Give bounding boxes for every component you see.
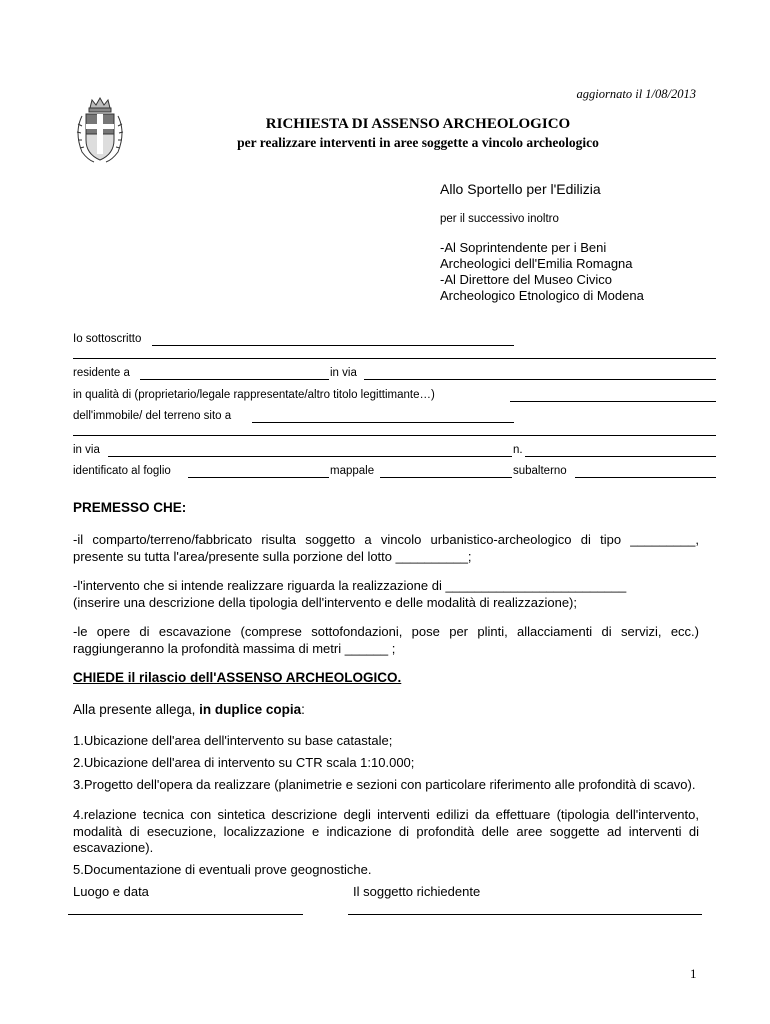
foglio-field[interactable]: [188, 477, 329, 478]
in-via-field[interactable]: [364, 379, 716, 380]
addressee-line: -Al Soprintendente per i Beni: [440, 240, 607, 255]
immobile-field-continued[interactable]: [73, 435, 716, 436]
qualita-label: in qualità di (proprietario/legale rappresentate/altro titolo legittimante…): [73, 389, 435, 401]
qualita-field[interactable]: [510, 401, 716, 402]
luogo-data-field[interactable]: [68, 914, 303, 915]
residente-field[interactable]: [140, 379, 329, 380]
premesso-paragraph-2: [73, 578, 723, 611]
residente-label: residente a: [73, 367, 130, 379]
page-number: 1: [690, 966, 697, 981]
page-subtitle: per realizzare interventi in aree soggette a vincolo archeologico: [237, 135, 599, 150]
addressee-main: Allo Sportello per l'Edilizia: [440, 181, 601, 197]
allega-item-1: 1.Ubicazione dell'area dell'intervento su base catastale;: [73, 733, 393, 748]
premesso-paragraph-1: -il comparto/terreno/fabbricato risulta soggetto a vincolo urbanistico-archeologico di tipo _________, presente su tutta l'area/presente sulla porzione del lotto __________;: [73, 532, 699, 564]
subalterno-field[interactable]: [575, 477, 716, 478]
addressee-forward-note: per il successivo inoltro: [440, 213, 559, 225]
allega-item-5: 5.Documentazione di eventuali prove geognostiche.: [73, 862, 372, 877]
subalterno-label: subalterno: [513, 465, 567, 477]
sottoscritto-field-continued[interactable]: [73, 358, 716, 359]
addressee-line: -Al Direttore del Museo Civico: [440, 272, 612, 287]
mappale-label: mappale: [330, 465, 375, 477]
addressee-recipients: [440, 240, 644, 304]
allega-intro-bold: in duplice copia: [199, 702, 302, 717]
page-title: RICHIESTA DI ASSENSO ARCHEOLOGICO: [265, 116, 571, 132]
mappale-field[interactable]: [380, 477, 512, 478]
foglio-label: identificato al foglio: [73, 465, 171, 477]
in-via-2-label: in via: [73, 444, 100, 456]
allega-intro-end: :: [301, 702, 305, 717]
soggetto-label: Il soggetto richiedente: [353, 884, 481, 899]
addressee-line: Archeologici dell'Emilia Romagna: [440, 256, 633, 271]
in-via-2-field[interactable]: [108, 456, 512, 457]
luogo-data-label: Luogo e data: [73, 884, 149, 899]
premesso-paragraph-2-line-2: (inserire una descrizione della tipologia dell'intervento e delle modalità di realizzazione);: [73, 594, 577, 610]
sottoscritto-field[interactable]: [152, 345, 514, 346]
signature-field[interactable]: [348, 914, 702, 915]
allega-item-4: 4.relazione tecnica con sintetica descrizione degli interventi edilizi da effettuare (tipologia dell'intervento, modalità di esecuzione, localizzazione e indicazione di profondità delle aree soggette ad interventi di escavazione).: [73, 807, 699, 855]
in-via-label: in via: [330, 367, 357, 379]
addressee-line: Archeologico Etnologico di Modena: [440, 288, 644, 303]
premesso-paragraph-2-line-1: -l'intervento che si intende realizzare riguarda la realizzazione di _________________________: [73, 578, 627, 593]
numero-field[interactable]: [525, 456, 716, 457]
numero-label: n.: [513, 444, 523, 456]
immobile-label: dell'immobile/ del terreno sito a: [73, 410, 232, 422]
allega-item-3: 3.Progetto dell'opera da realizzare (planimetrie e sezioni con particolare riferimento alle profondità di scavo).: [73, 777, 696, 792]
premesso-paragraph-3: -le opere di escavazione (comprese sottofondazioni, pose per plinti, allacciamenti di servizi, ecc.) raggiungeranno la profondità massima di metri ______ ;: [73, 624, 699, 656]
allega-intro-text: Alla presente allega,: [73, 702, 200, 717]
allega-item-2: 2.Ubicazione dell'area di intervento su CTR scala 1:10.000;: [73, 755, 415, 770]
sottoscritto-label: Io sottoscritto: [73, 333, 142, 345]
allega-intro: [73, 702, 305, 717]
immobile-field[interactable]: [252, 422, 514, 423]
premesso-heading: PREMESSO CHE:: [73, 500, 187, 515]
updated-date: aggiornato il 1/08/2013: [576, 87, 696, 101]
chiede-statement: CHIEDE il rilascio dell'ASSENSO ARCHEOLOGICO.: [73, 670, 402, 685]
